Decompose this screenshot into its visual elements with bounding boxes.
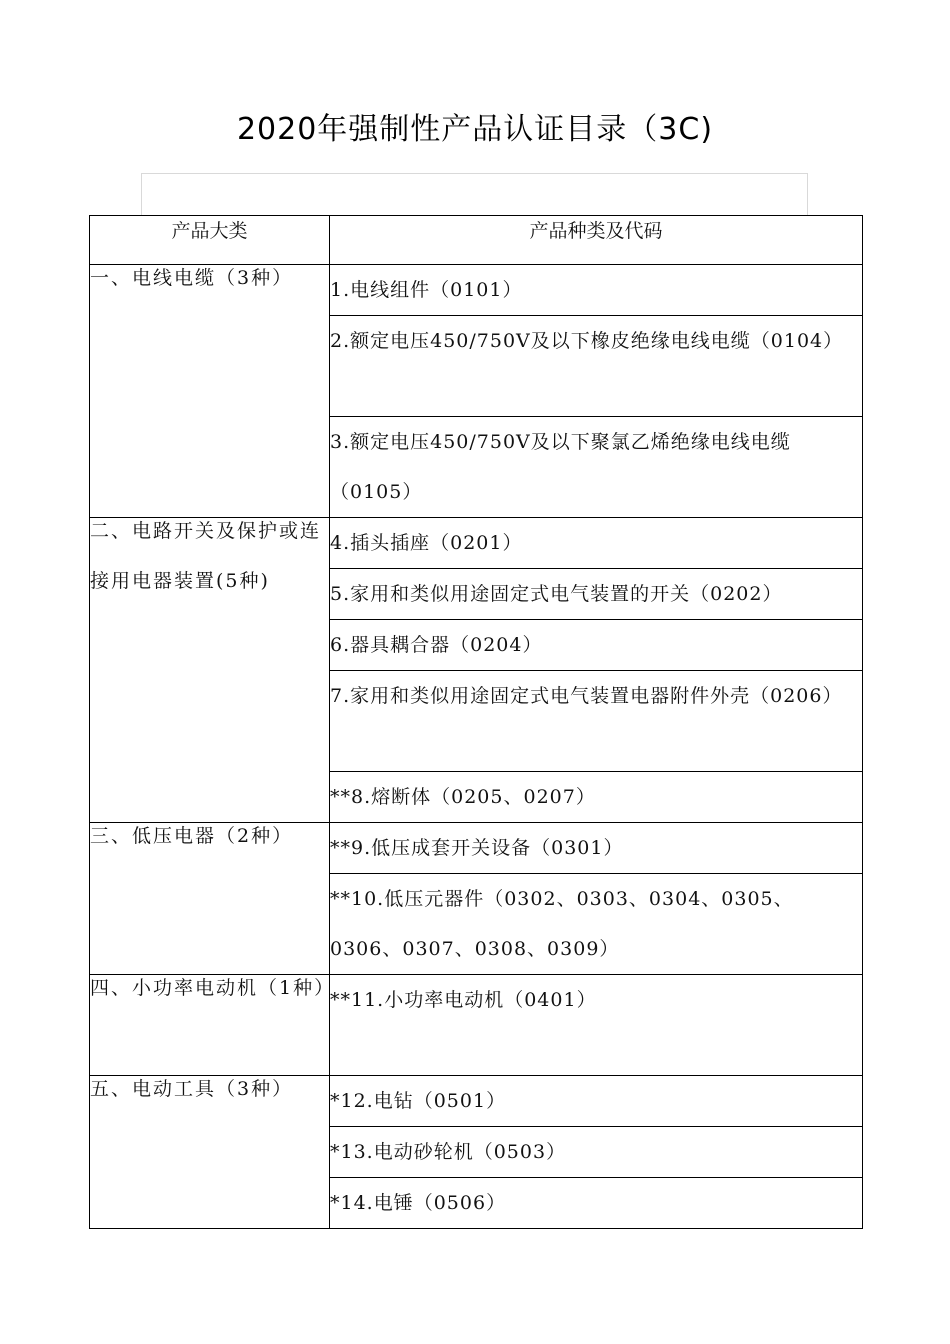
header-category: 产品大类	[90, 216, 330, 265]
category-label: 二、电路开关及保护或连接用电器装置(5种)	[90, 520, 322, 592]
product-item: **10.低压元器件（0302、0303、0304、0305、0306、0307、0308、0309）	[330, 874, 863, 975]
category-cell	[90, 265, 330, 518]
product-item: *12.电钻（0501）	[330, 1076, 863, 1127]
product-item: *13.电动砂轮机（0503）	[330, 1127, 863, 1178]
category-label: 一、电线电缆（3种）	[90, 267, 294, 289]
product-item: 5.家用和类似用途固定式电气装置的开关（0202）	[330, 569, 863, 620]
category-label: 三、低压电器（2种）	[90, 825, 294, 847]
category-cell	[90, 518, 330, 823]
product-item: **9.低压成套开关设备（0301）	[330, 823, 863, 874]
category-label: 五、电动工具（3种）	[90, 1078, 294, 1100]
header-products: 产品种类及代码	[330, 216, 863, 265]
table-row	[90, 1076, 863, 1127]
table-row	[90, 518, 863, 569]
catalog-table	[89, 215, 863, 1229]
product-item: 3.额定电压450/750V及以下聚氯乙烯绝缘电线电缆（0105）	[330, 417, 863, 518]
product-item: 2.额定电压450/750V及以下橡皮绝缘电线电缆（0104）	[330, 316, 863, 417]
product-item: 4.插头插座（0201）	[330, 518, 863, 569]
table-row	[90, 265, 863, 316]
category-cell	[90, 975, 336, 1076]
page-title: 2020年强制性产品认证目录（3C)	[236, 112, 714, 147]
table-row	[90, 975, 863, 1076]
product-item: **11.小功率电动机（0401）	[330, 975, 863, 1076]
table-row	[90, 823, 863, 874]
category-label: 四、小功率电动机（1种）	[90, 977, 336, 999]
product-item: *14.电锤（0506）	[330, 1178, 863, 1229]
product-item: 1.电线组件（0101）	[330, 265, 863, 316]
blank-frame	[141, 173, 808, 215]
product-item: 7.家用和类似用途固定式电气装置电器附件外壳（0206）	[330, 671, 863, 772]
category-cell	[90, 823, 330, 975]
product-item: 6.器具耦合器（0204）	[330, 620, 863, 671]
product-item: **8.熔断体（0205、0207）	[330, 772, 863, 823]
category-cell	[90, 1076, 330, 1229]
